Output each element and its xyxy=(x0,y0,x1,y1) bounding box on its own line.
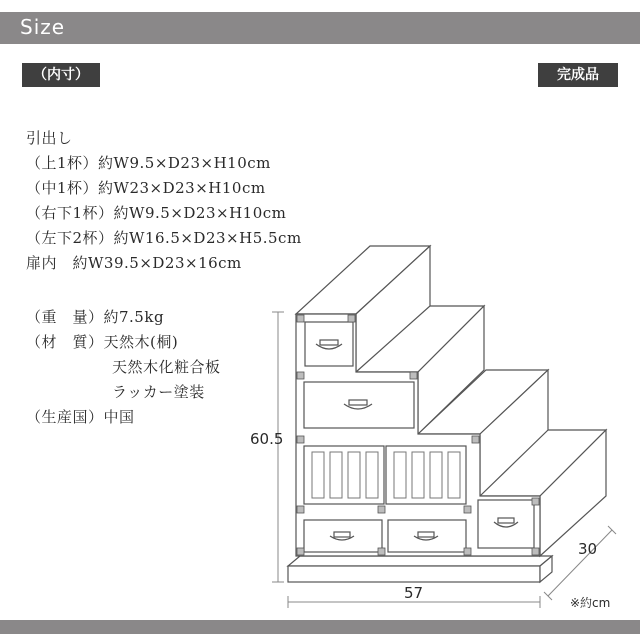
height-dimension-label: 60.5 xyxy=(250,430,284,448)
spec-material: （材 質）天然木(桐) xyxy=(26,333,179,351)
spec-weight: （重 量）約7.5kg xyxy=(26,308,165,326)
depth-dimension-label: 30 xyxy=(578,540,598,558)
finished-product-tag: 完成品 xyxy=(538,63,618,87)
drawers-heading: 引出し xyxy=(26,129,73,147)
spec-material-2: 天然木化粧合板 xyxy=(112,358,221,376)
door-left xyxy=(304,446,384,504)
spec-drawer-lower-left: （左下2杯）約W16.5×D23×H5.5cm xyxy=(26,229,302,247)
page-title: Size xyxy=(20,15,66,39)
spec-origin: （生産国）中国 xyxy=(26,408,135,426)
inner-size-tag: （内寸） xyxy=(22,63,100,87)
spec-material-3: ラッカー塗装 xyxy=(112,383,205,401)
spec-drawer-middle: （中1杯）約W23×D23×H10cm xyxy=(26,179,266,197)
base-top xyxy=(288,556,552,566)
unit-note: ※約cm xyxy=(570,596,611,610)
base-front xyxy=(288,566,540,582)
width-dimension-label: 57 xyxy=(404,584,424,602)
spec-drawer-lower-right: （右下1杯）約W9.5×D23×H10cm xyxy=(26,204,287,222)
spec-door-inner: 扉内 約W39.5×D23×16cm xyxy=(26,254,242,272)
door-right xyxy=(386,446,466,504)
footer-bar xyxy=(0,620,640,634)
spec-drawer-top: （上1杯）約W9.5×D23×H10cm xyxy=(26,154,271,172)
